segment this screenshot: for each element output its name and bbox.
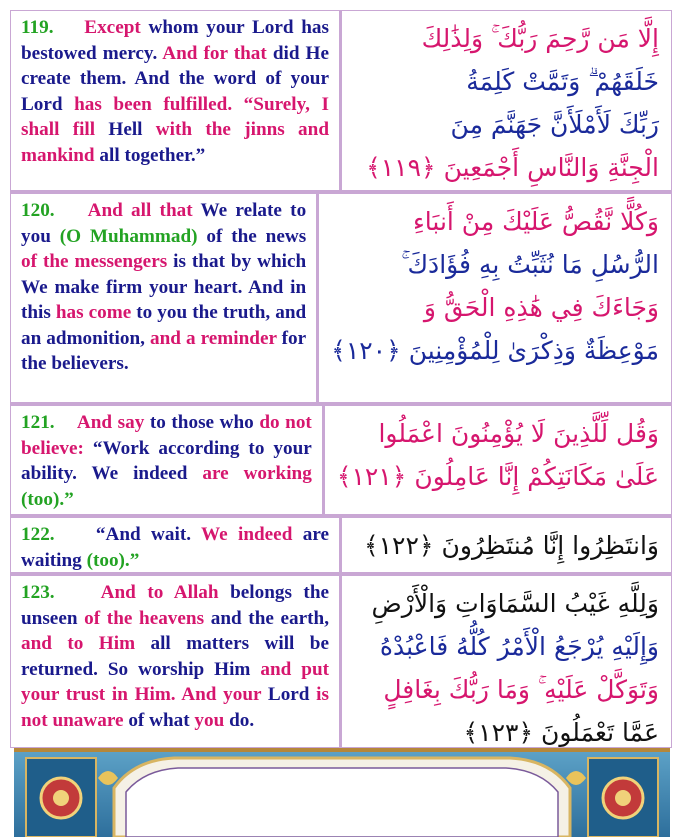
verse-text-segment: and put your trust in Him. xyxy=(21,658,330,705)
verse-number: 122. xyxy=(21,524,96,545)
verse-119-arabic xyxy=(342,11,671,190)
verse-text-segment: We indeed xyxy=(201,524,303,545)
verse-table xyxy=(10,10,672,748)
arabic-line: وَلِلَّهِ غَيْبُ السَّمَاوَاتِ وَالْأَرْضِ xyxy=(371,589,659,618)
verse-text-segment: all matters will be returned. So worship Him xyxy=(21,633,329,680)
verse-row-119 xyxy=(11,11,671,190)
verse-row-121 xyxy=(11,406,671,514)
verse-text-segment: is that by which xyxy=(173,251,307,272)
arabic-line: مَوْعِظَةٌ وَذِكْرَىٰ لِلْمُؤْمِنِينَ ﴿١٢٠﴾ xyxy=(331,336,659,365)
arabic-line: الْجِنَّةِ وَالنَّاسِ أَجْمَعِينَ ﴿١١٩﴾ xyxy=(366,153,659,182)
arabic-line: وَانتَظِرُوا إِنَّا مُنتَظِرُونَ ﴿١٢٢﴾ xyxy=(363,531,659,560)
verse-text-segment: (too).” xyxy=(86,549,140,571)
verse-121-english xyxy=(11,406,325,514)
arabic-line: وَإِلَيْهِ يُرْجَعُ الْأَمْرُ كُلُّهُ فَاعْبُدْهُ xyxy=(379,632,659,661)
verse-row-123 xyxy=(11,576,671,747)
verse-text-segment: of the news xyxy=(206,225,307,247)
verse-text-segment: “Work according to your ability. We indeed xyxy=(21,437,312,484)
arabic-line: وَتَوَكَّلْ عَلَيْهِ ۚ وَمَا رَبُّكَ بِغَافِلٍ xyxy=(383,675,659,704)
verse-text-segment: Hell xyxy=(108,119,156,140)
verse-120-english xyxy=(11,194,319,402)
arabic-line: رَبِّكَ لَأَمْلَأَنَّ جَهَنَّمَ مِنَ xyxy=(450,110,659,139)
verse-text-segment: We make firm your heart. And in this xyxy=(21,276,307,323)
verse-text-segment: And all that xyxy=(87,200,201,221)
verse-text-segment: and to Him xyxy=(21,633,151,654)
verse-119-english xyxy=(11,11,342,190)
verse-text-segment: to those who xyxy=(149,412,260,433)
arabic-line: عَمَّا تَعْمَلُونَ ﴿١٢٣﴾ xyxy=(463,718,659,747)
verse-123-english xyxy=(11,576,342,747)
verse-122-arabic xyxy=(342,518,671,572)
arabic-line: عَلَىٰ مَكَانَتِكُمْ إِنَّا عَامِلُونَ ﴿١٢١﴾ xyxy=(336,462,659,491)
verse-text-segment: of what xyxy=(128,709,195,731)
verse-text-segment: you xyxy=(194,709,230,731)
arabic-line: الرُّسُلِ مَا نُثَبِّتُ بِهِ فُؤَادَكَ ۚ xyxy=(401,250,659,279)
arabic-line: إِلَّا مَن رَّحِمَ رَبُّكَ ۚ وَلِذَٰلِكَ xyxy=(421,24,659,53)
verse-text-segment: and a reminder xyxy=(149,327,282,349)
verse-text-segment: are waiting xyxy=(21,524,329,571)
verse-text-segment: of the messengers xyxy=(21,251,174,272)
verse-text-segment: has been fulfilled. “Surely, I shall fill xyxy=(21,93,329,140)
verse-text-segment: (O Muhammad) xyxy=(59,225,207,247)
verse-text-segment: Except xyxy=(84,17,149,38)
verse-text-segment: We relate to you xyxy=(21,200,307,247)
decorative-border-ornament xyxy=(14,748,670,837)
verse-number: 123. xyxy=(21,582,101,603)
verse-text-segment: did He create them. And the word of your Lord xyxy=(21,42,329,115)
verse-text-segment: And say xyxy=(76,412,150,433)
verse-text-segment: for the believers. xyxy=(21,327,307,374)
verse-text-segment: belongs the unseen xyxy=(21,582,330,629)
verse-text-segment: And your xyxy=(181,684,268,705)
verse-number: 119. xyxy=(21,17,85,38)
arabic-line: خَلَقَهُمْ ۗ وَتَمَّتْ كَلِمَةُ xyxy=(466,67,659,96)
verse-text-segment: Lord xyxy=(267,684,317,705)
verse-121-arabic xyxy=(325,406,671,514)
verse-text-segment: do. xyxy=(229,709,255,731)
verse-120-arabic xyxy=(319,194,671,402)
verse-number: 121. xyxy=(21,412,77,433)
verse-row-120 xyxy=(11,194,671,402)
verse-row-122 xyxy=(11,518,671,572)
verse-text-segment: is not unaware xyxy=(21,684,329,731)
verse-text-segment: has come xyxy=(55,302,137,323)
verse-text-segment: whom your Lord has bestowed mercy. xyxy=(21,17,329,64)
verse-text-segment: And to Allah xyxy=(100,582,231,603)
arabic-line: وَجَاءَكَ فِي هَٰذِهِ الْحَقُّ وَ xyxy=(423,293,659,322)
arabic-line: وَقُل لِّلَّذِينَ لَا يُؤْمِنُونَ اعْمَلُوا xyxy=(378,419,659,448)
verse-text-segment: of the heavens xyxy=(84,607,211,629)
verse-text-segment: are working xyxy=(202,463,312,484)
verse-text-segment: do not believe: xyxy=(21,412,312,459)
verse-text-segment: And for that xyxy=(162,42,273,64)
verse-text-segment: (too).” xyxy=(21,488,74,510)
verse-text-segment: to you the truth, and an admonition, xyxy=(21,302,307,349)
arabic-line: وَكُلًّا نَّقُصُّ عَلَيْكَ مِنْ أَنبَاءِ xyxy=(413,207,659,236)
verse-text-segment: all together.” xyxy=(99,144,206,166)
verse-text-segment: with the jinns and mankind xyxy=(21,119,329,166)
verse-number: 120. xyxy=(21,200,88,221)
verse-text-segment: “And wait. xyxy=(95,524,202,545)
verse-text-segment: and the earth, xyxy=(210,607,330,629)
verse-123-arabic xyxy=(342,576,671,747)
verse-122-english xyxy=(11,518,342,572)
